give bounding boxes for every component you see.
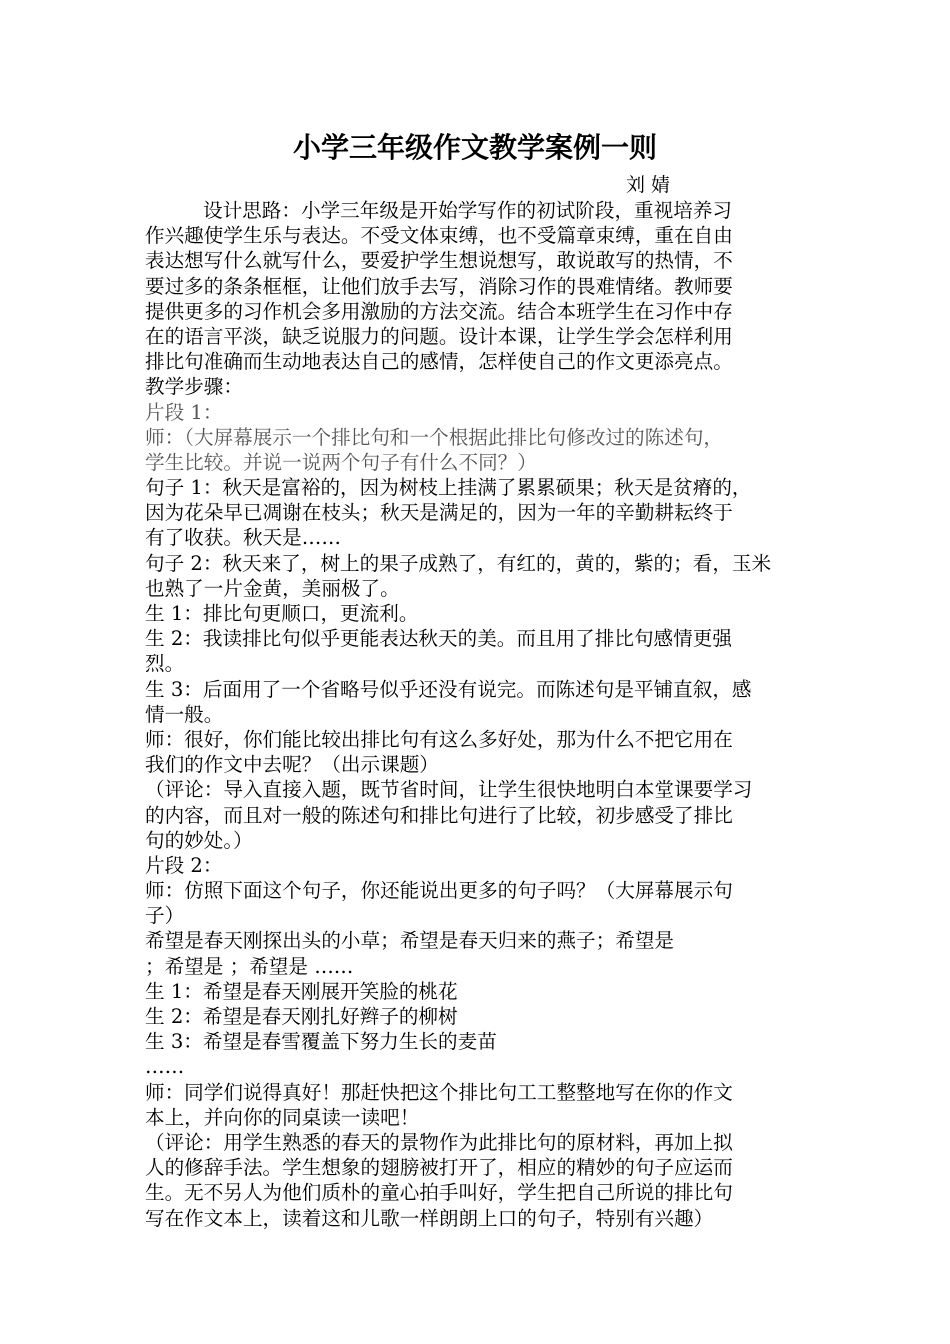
paragraph-line: …… [145,1055,185,1079]
paragraph-line: 句的妙处。） [145,828,253,852]
paragraph-line: 在的语言平淡，缺乏说服力的问题。设计本课，让学生学会怎样利用 [145,324,733,348]
paragraph-line: 生 2：我读排比句似乎更能表达秋天的美。而且用了排比句感情更强 [145,627,732,651]
paragraph-line: 提供更多的习作机会多用激励的方法交流。结合本班学生在习作中存 [145,299,733,323]
paragraph-line: 师：（大屏幕展示一个排比句和一个根据此排比句修改过的陈述句， [145,425,724,449]
paragraph-line: 也熟了一片金黄，美丽极了。 [145,576,400,600]
paragraph-line: 生 1：希望是春天刚展开笑脸的桃花 [145,979,458,1003]
paragraph-line: 排比句准确而生动地表达自己的感情，怎样使自己的作文更添亮点。 [145,350,733,374]
paragraph-line: 要过多的条条框框，让他们放手去写，消除习作的畏难情绪。教师要 [145,274,733,298]
author-name: 刘 婧 [626,174,671,196]
paragraph-line: 师：同学们说得真好！那赶快把这个排比句工工整整地写在你的作文 [145,1080,733,1104]
paragraph-line: 生 1：排比句更顺口，更流利。 [145,602,419,625]
paragraph-line: 学生比较。并说一说两个句子有什么不同？） [145,450,537,474]
paragraph-line: 师：很好，你们能比较出排比句有这么多好处，那为什么不把它用在 [145,727,733,751]
paragraph-line: 设计思路：小学三年级是开始学写作的初试阶段，重视培养习 [203,199,733,222]
document-title: 小学三年级作文教学案例一则 [292,131,657,164]
paragraph-line: 人的修辞手法。学生想象的翅膀被打开了，相应的精妙的句子应运而 [145,1156,733,1180]
paragraph-line: 生 3：后面用了一个省略号似乎还没有说完。而陈述句是平铺直叙，感 [145,677,752,701]
paragraph-line: 本上，并向你的同桌读一读吧！ [145,1105,420,1129]
paragraph-line: 子） [145,904,185,928]
paragraph-line: 句子 2：秋天来了，树上的果子成熟了，有红的，黄的，紫的；看，玉米 [145,551,772,575]
paragraph-line: 表达想写什么就写什么，要爱护学生想说想写，敢说敢写的热情，不 [145,249,733,273]
paragraph-line: 烈。 [145,652,185,676]
paragraph-line: 师：仿照下面这个句子，你还能说出更多的句子吗？（大屏幕展示句 [145,879,733,903]
paragraph-line: 句子 1：秋天是富裕的，因为树枝上挂满了累累硕果；秋天是贫瘠的， [145,476,752,500]
paragraph-line: 生 2：希望是春天刚扎好辫子的柳树 [145,1005,458,1028]
document-body [145,198,810,1231]
paragraph-line: （评论：用学生熟悉的春天的景物作为此排比句的原材料，再加上拟 [145,1130,733,1154]
paragraph-line: 生。无不另人为他们质朴的童心拍手叫好，学生把自己所说的排比句 [145,1181,733,1205]
paragraph-line: 情一般。 [145,702,224,726]
paragraph-line: 有了收获。秋天是…… [145,526,341,550]
paragraph-line: 我们的作文中去呢？（出示课题） [145,753,439,777]
paragraph-line: 希望是春天刚探出头的小草；希望是春天归来的燕子；希望是 [145,929,675,953]
paragraph-line: （评论：导入直接入题，既节省时间，让学生很快地明白本堂课要学习 [145,778,753,802]
paragraph-line: 因为花朵早已凋谢在枝头；秋天是满足的，因为一年的辛勤耕耘终于 [145,501,733,525]
section-heading: 教学步骤： [145,375,243,399]
paragraph-line: 生 3：希望是春雪覆盖下努力生长的麦苗 [145,1030,497,1054]
segment-heading: 片段 2： [145,853,223,877]
paragraph-line: 写在作文本上，读着这和儿歌一样朗朗上口的句子，特别有兴趣） [145,1206,714,1230]
paragraph-line: ；希望是 ；希望是 …… [145,954,354,978]
paragraph-line: 的内容，而且对一般的陈述句和排比句进行了比较，初步感受了排比 [145,803,733,827]
segment-heading: 片段 1： [145,400,223,424]
paragraph-line: 作兴趣使学生乐与表达。不受文体束缚，也不受篇章束缚，重在自由 [145,224,733,248]
